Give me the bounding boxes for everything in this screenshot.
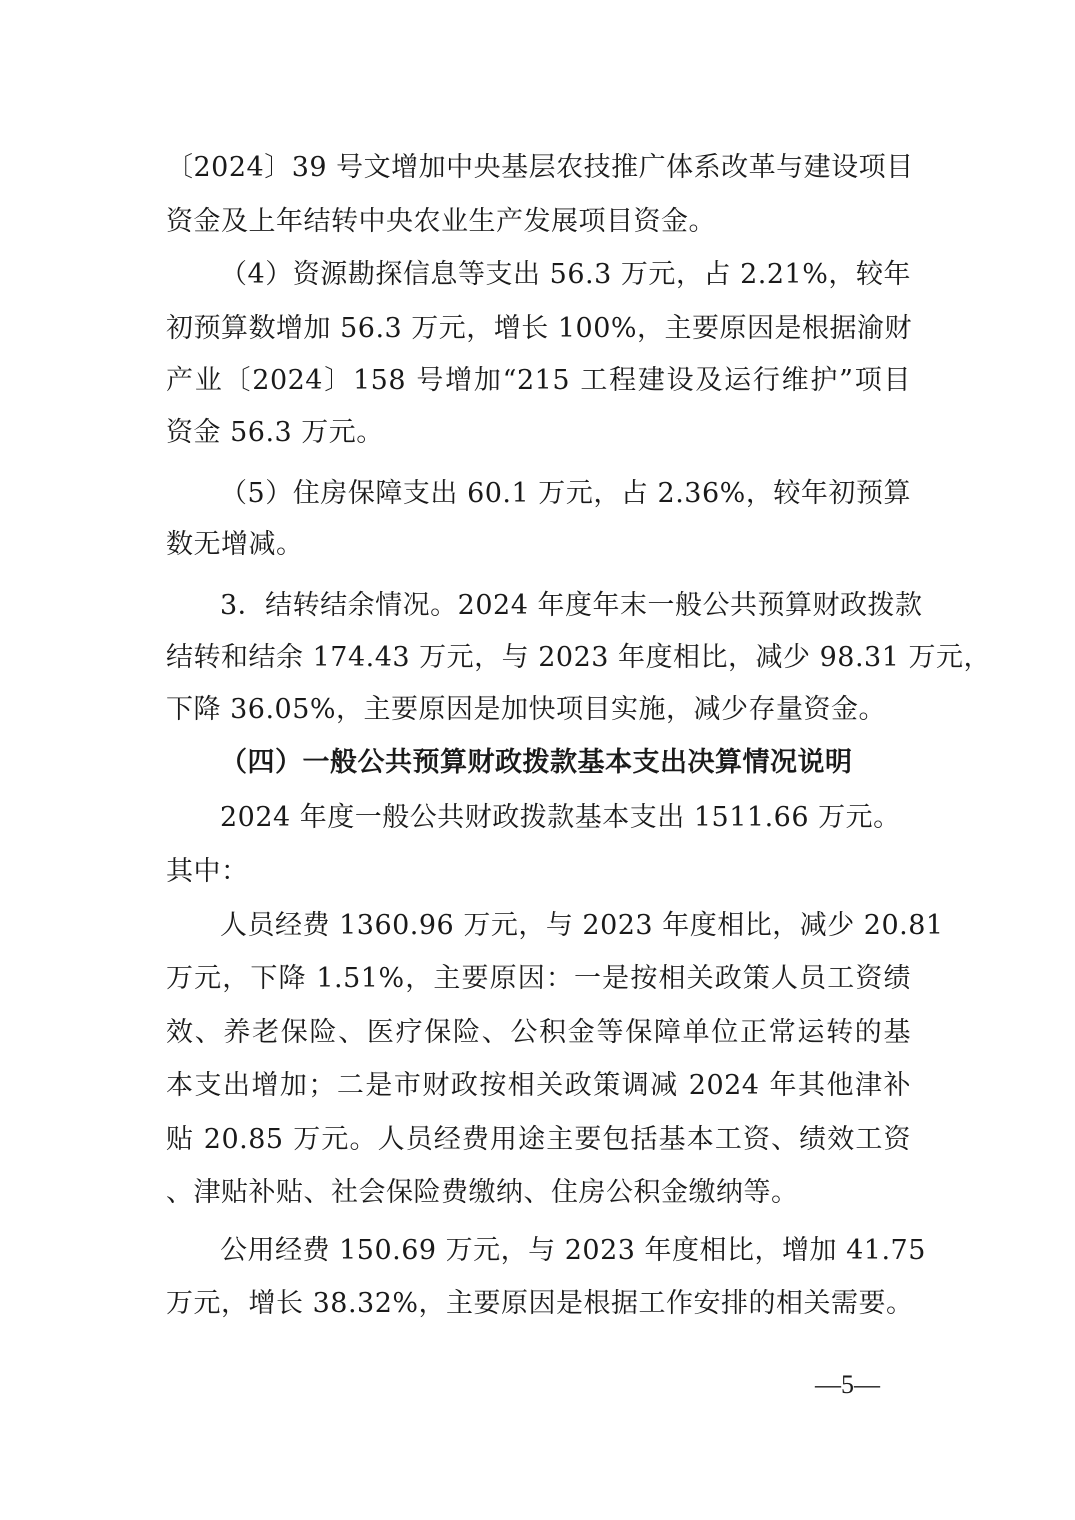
text-line: 数无增减。 bbox=[166, 529, 304, 560]
text-line: 产业〔2024〕158 号增加“215 工程建设及运行维护”项目 bbox=[166, 365, 911, 396]
text-line: （5）住房保障支出 60.1 万元，占 2.36%，较年初预算 bbox=[220, 478, 911, 509]
text-line: 2024 年度一般公共财政拨款基本支出 1511.66 万元。 bbox=[220, 802, 901, 833]
text-line: 贴 20.85 万元。人员经费用途主要包括基本工资、绩效工资 bbox=[166, 1124, 911, 1155]
text-line: 、津贴补贴、社会保险费缴纳、住房公积金缴纳等。 bbox=[166, 1177, 799, 1208]
page-number: —5— bbox=[815, 1370, 880, 1399]
text-line: 资金 56.3 万元。 bbox=[166, 417, 384, 448]
text-line: 公用经费 150.69 万元，与 2023 年度相比，增加 41.75 bbox=[220, 1235, 926, 1266]
text-line: 资金及上年结转中央农业生产发展项目资金。 bbox=[166, 206, 716, 237]
text-line: 效、养老保险、医疗保险、公积金等保障单位正常运转的基 bbox=[166, 1017, 911, 1048]
text-line: 其中： bbox=[166, 856, 249, 887]
text-line: 〔2024〕39 号文增加中央基层农技推广体系改革与建设项目 bbox=[166, 152, 914, 183]
text-line: 人员经费 1360.96 万元，与 2023 年度相比，减少 20.81 bbox=[220, 910, 944, 941]
text-line: （4）资源勘探信息等支出 56.3 万元，占 2.21%，较年 bbox=[220, 259, 911, 290]
section-heading: （四）一般公共预算财政拨款基本支出决算情况说明 bbox=[220, 747, 853, 778]
text-line: 本支出增加；二是市财政按相关政策调减 2024 年其他津补 bbox=[166, 1070, 911, 1101]
text-line: 初预算数增加 56.3 万元，增长 100%，主要原因是根据渝财 bbox=[166, 313, 913, 344]
text-line: 结转和结余 174.43 万元，与 2023 年度相比，减少 98.31 万元， bbox=[166, 642, 991, 673]
text-line: 万元，增长 38.32%，主要原因是根据工作安排的相关需要。 bbox=[166, 1288, 914, 1319]
text-line: 下降 36.05%，主要原因是加快项目实施，减少存量资金。 bbox=[166, 694, 887, 725]
text-line: 3．结转结余情况。2024 年度年末一般公共预算财政拨款 bbox=[220, 590, 923, 621]
text-line: 万元，下降 1.51%，主要原因：一是按相关政策人员工资绩 bbox=[166, 963, 911, 994]
